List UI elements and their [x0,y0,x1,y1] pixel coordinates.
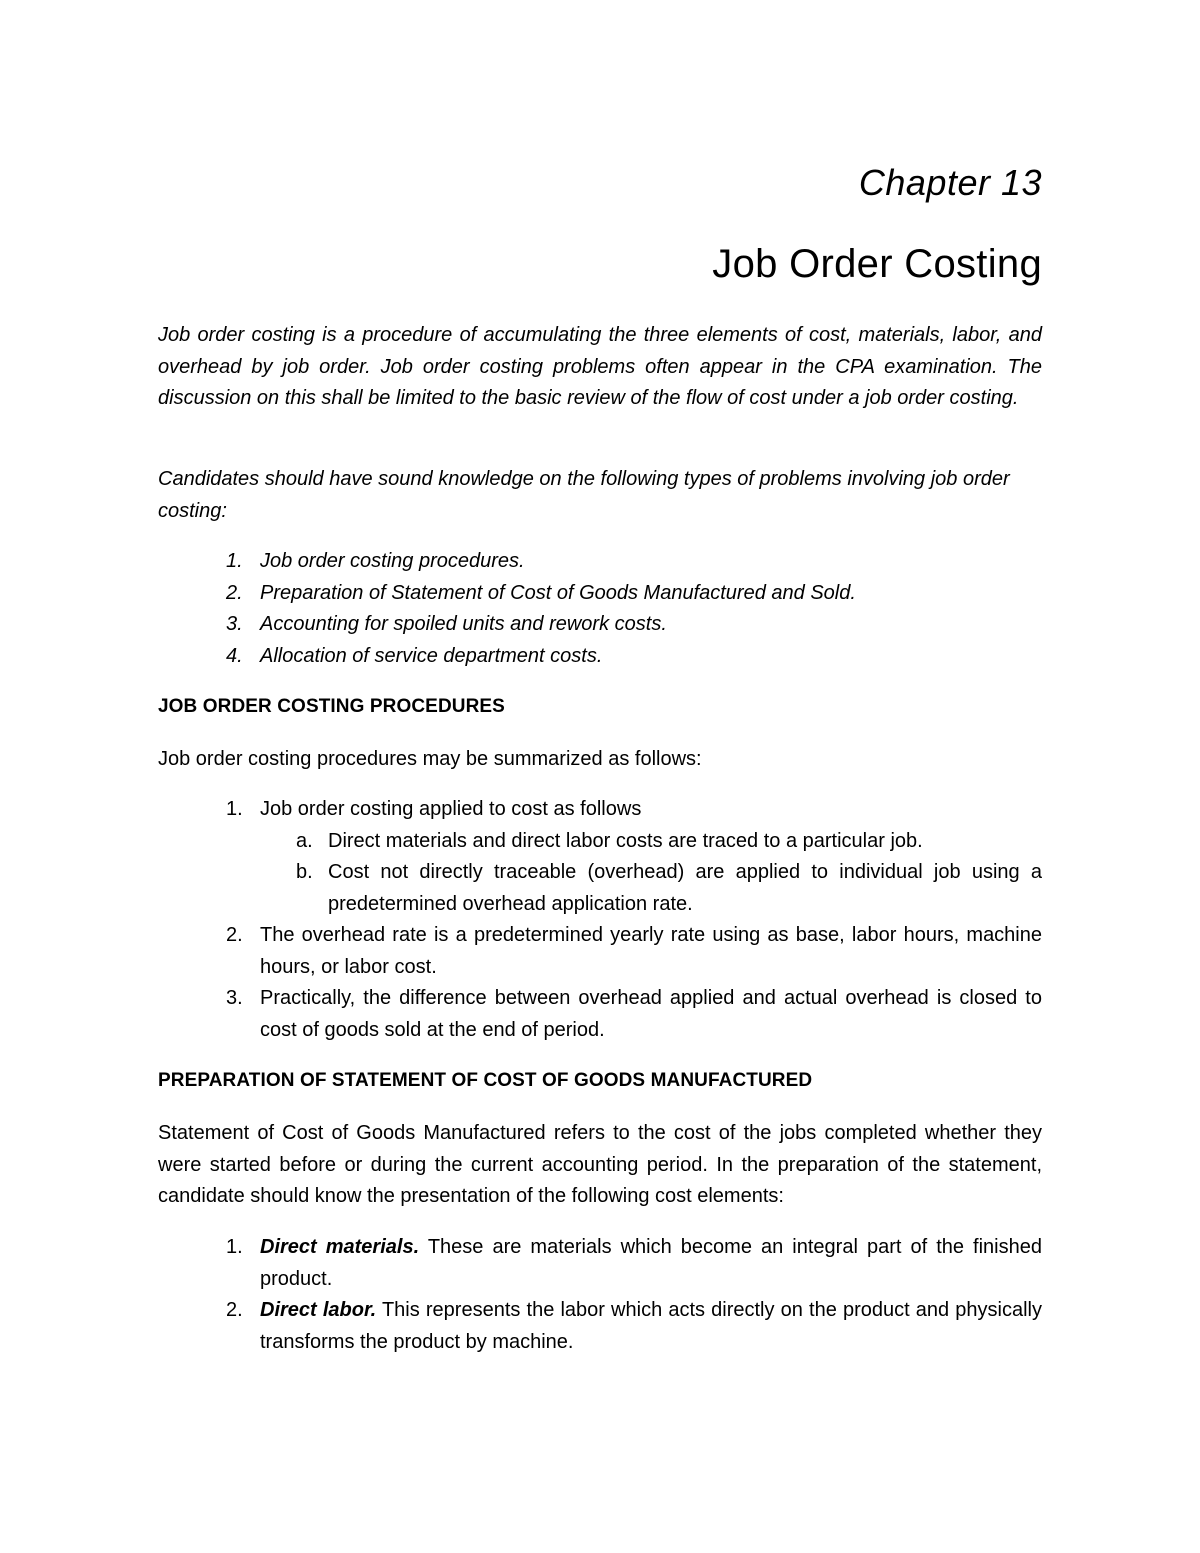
list-item-text: Job order costing applied to cost as follows [260,798,642,820]
list-number: 1. [226,798,243,820]
procedures-sublist [260,826,1042,921]
preparation-heading: PREPARATION OF STATEMENT OF COST OF GOODS MANUFACTURED [158,1070,813,1091]
list-number: 3. [226,613,243,635]
procedures-list [158,794,1042,1046]
sublist-letter: a. [296,829,313,852]
list-item [158,920,1042,983]
list-number: 4. [226,644,243,667]
list-item [158,609,1042,641]
chapter-title: Job Order Costing [712,242,1042,286]
list-number: 2. [226,1299,243,1321]
list-number: 3. [226,987,243,1009]
candidates-paragraph: Candidates should have sound knowledge on the following types of problems involving job order costing: [158,468,1010,522]
procedures-intro: Job order costing procedures may be summarized as follows: [158,748,702,770]
term-definition: This represents the labor which acts directly on the product and physically transforms the product by machine. [260,1299,1042,1353]
list-item [158,578,1042,610]
list-item [158,546,1042,578]
sublist-item [260,826,1042,858]
list-item-text: Practically, the difference between overhead applied and actual overhead is closed to cost of goods sold at the end of period. [260,987,1042,1041]
list-number: 2. [226,581,243,604]
problem-types-list [158,546,1042,672]
list-item [158,794,1042,920]
intro-paragraph: Job order costing is a procedure of accumulating the three elements of cost, materials, labor, and overhead by job order. Job order costing problems often appear in the CPA examination. The discussion on this shall be limited to the basic review of the flow of cost under a job order costing. [158,324,1042,409]
list-item [158,1295,1042,1358]
document-page [158,0,1042,1553]
cost-elements-list [158,1232,1042,1358]
list-item-text: Accounting for spoiled units and rework costs. [260,613,667,635]
list-item-text: The overhead rate is a predetermined yearly rate using as base, labor hours, machine hours, or labor cost. [260,924,1042,978]
list-item-text: Preparation of Statement of Cost of Goods Manufactured and Sold. [260,581,856,604]
sublist-item-text: Cost not directly traceable (overhead) are applied to individual job using a predetermined overhead application rate. [328,861,1042,915]
list-item-text: Job order costing procedures. [260,550,525,572]
term-definition: These are materials which become an integral part of the finished product. [260,1236,1042,1290]
sublist-letter: b. [296,861,313,883]
list-number: 2. [226,924,243,946]
list-item [158,1232,1042,1295]
list-number: 1. [226,550,243,572]
chapter-label: Chapter 13 [858,162,1042,203]
procedures-heading: JOB ORDER COSTING PROCEDURES [158,696,505,717]
list-number: 1. [226,1236,243,1258]
preparation-intro: Statement of Cost of Goods Manufactured refers to the cost of the jobs completed whether they were started before or during the current accounting period. In the preparation of the statement, candidate should know the presentation of the following cost elements: [158,1122,1042,1207]
term-label: Direct materials. [260,1236,420,1258]
list-item [158,641,1042,673]
list-item [158,983,1042,1046]
term-label: Direct labor. [260,1299,377,1321]
list-item-text: Allocation of service department costs. [260,644,603,667]
sublist-item-text: Direct materials and direct labor costs are traced to a particular job. [328,829,923,852]
sublist-item [260,857,1042,920]
